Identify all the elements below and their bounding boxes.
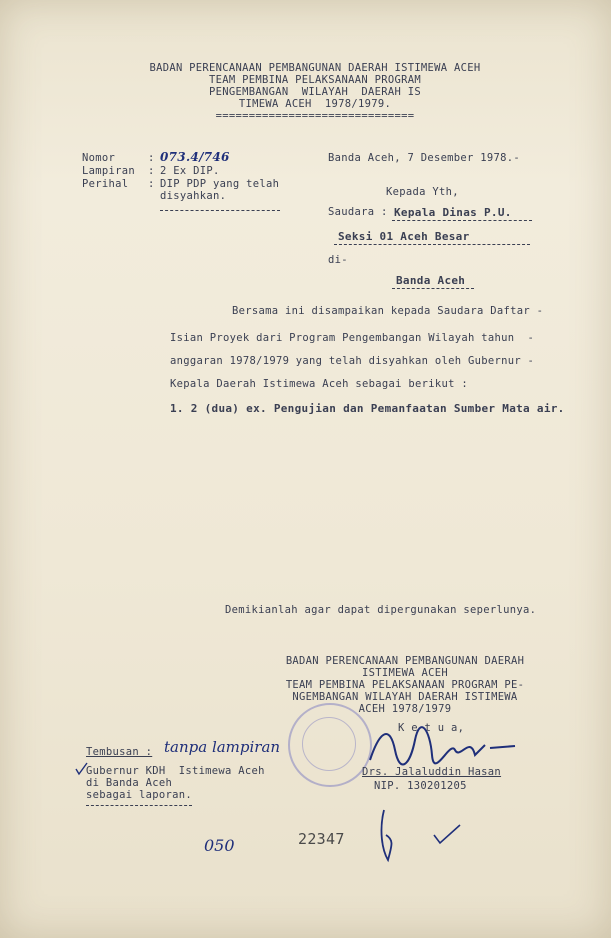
body-line-1: Bersama ini disampaikan kepada Saudara Daftar - bbox=[232, 305, 544, 317]
lampiran-value: 2 Ex DIP. bbox=[160, 165, 220, 177]
body-item-1: 1. 2 (dua) ex. Pengujian dan Pemanfaatan Sumber Mata air. bbox=[170, 402, 565, 415]
nomor-label: Nomor bbox=[82, 152, 116, 164]
recipient-line-2: Seksi 01 Aceh Besar bbox=[338, 230, 470, 243]
header-line-3: PENGEMBANGAN WILAYAH DAERAH IS bbox=[209, 86, 421, 98]
handwritten-marks bbox=[374, 805, 464, 865]
sig-line-5: ACEH 1978/1979 bbox=[358, 703, 452, 715]
nomor-colon: : bbox=[148, 152, 155, 164]
nomor-value: 073.4/746 bbox=[160, 150, 230, 164]
body-line-2: Isian Proyek dari Program Pengembangan Wilayah tahun - bbox=[170, 332, 535, 344]
tembusan-label: Tembusan : bbox=[86, 746, 153, 758]
handwritten-number: 050 bbox=[204, 836, 235, 855]
sig-line-1: BADAN PERENCANAAN PEMBANGUNAN DAERAH bbox=[285, 655, 525, 667]
saudara-rule bbox=[392, 220, 532, 221]
stamp-number: 22347 bbox=[298, 830, 345, 848]
sig-line-4: NGEMBANGAN WILAYAH DAERAH ISTIMEWA bbox=[292, 691, 518, 703]
saudara-label: Saudara : bbox=[328, 206, 388, 218]
body-line-4: Kepala Daerah Istimewa Aceh sebagai berikut : bbox=[170, 378, 468, 390]
header-underline: ============================== bbox=[215, 110, 415, 122]
perihal-value-2: disyahkan. bbox=[160, 190, 227, 202]
header-line-4: TIMEWA ACEH 1978/1979. bbox=[238, 98, 392, 110]
recipient-line2-rule bbox=[334, 244, 530, 245]
di-label: di- bbox=[328, 254, 348, 266]
signatory-nip: NIP. 130201205 bbox=[374, 780, 467, 792]
saudara-value: Kepala Dinas P.U. bbox=[394, 206, 512, 219]
signatory-name: Drs. Jalaluddin Hasan bbox=[362, 766, 502, 778]
city-rule bbox=[392, 288, 474, 289]
recipient-city: Banda Aceh bbox=[396, 274, 466, 287]
sig-line-3: TEAM PEMBINA PELAKSANAAN PROGRAM PE- bbox=[285, 679, 525, 691]
closing-line: Demikianlah agar dapat dipergunakan seperlunya. bbox=[225, 604, 537, 616]
header-line-2: TEAM PEMBINA PELAKSANAAN PROGRAM bbox=[209, 74, 421, 86]
tembusan-line-1: Gubernur KDH Istimewa Aceh bbox=[86, 765, 265, 777]
kepada-yth: Kepada Yth, bbox=[386, 186, 459, 198]
tembusan-rule bbox=[86, 805, 192, 806]
perihal-rule bbox=[160, 210, 280, 211]
tembusan-line-2: di Banda Aceh bbox=[86, 777, 173, 789]
tembusan-handwritten-note: tanpa lampiran bbox=[164, 738, 281, 756]
header-line-1: BADAN PERENCANAAN PEMBANGUNAN DAERAH ISTIMEWA ACEH bbox=[149, 62, 481, 74]
handwritten-signature bbox=[360, 720, 520, 770]
perihal-label: Perihal bbox=[82, 178, 129, 190]
perihal-colon: : bbox=[148, 178, 155, 190]
checkmark-icon bbox=[74, 762, 88, 776]
lampiran-colon: : bbox=[148, 165, 155, 177]
place-date: Banda Aceh, 7 Desember 1978.- bbox=[328, 152, 521, 164]
sig-ketua: K e t u a, bbox=[398, 722, 465, 734]
lampiran-label: Lampiran bbox=[82, 165, 135, 177]
sig-line-2: ISTIMEWA ACEH bbox=[361, 667, 449, 679]
body-line-3: anggaran 1978/1979 yang telah disyahkan oleh Gubernur - bbox=[170, 355, 535, 367]
perihal-value: DIP PDP yang telah bbox=[160, 178, 280, 190]
tembusan-line-3: sebagai laporan. bbox=[86, 789, 192, 801]
